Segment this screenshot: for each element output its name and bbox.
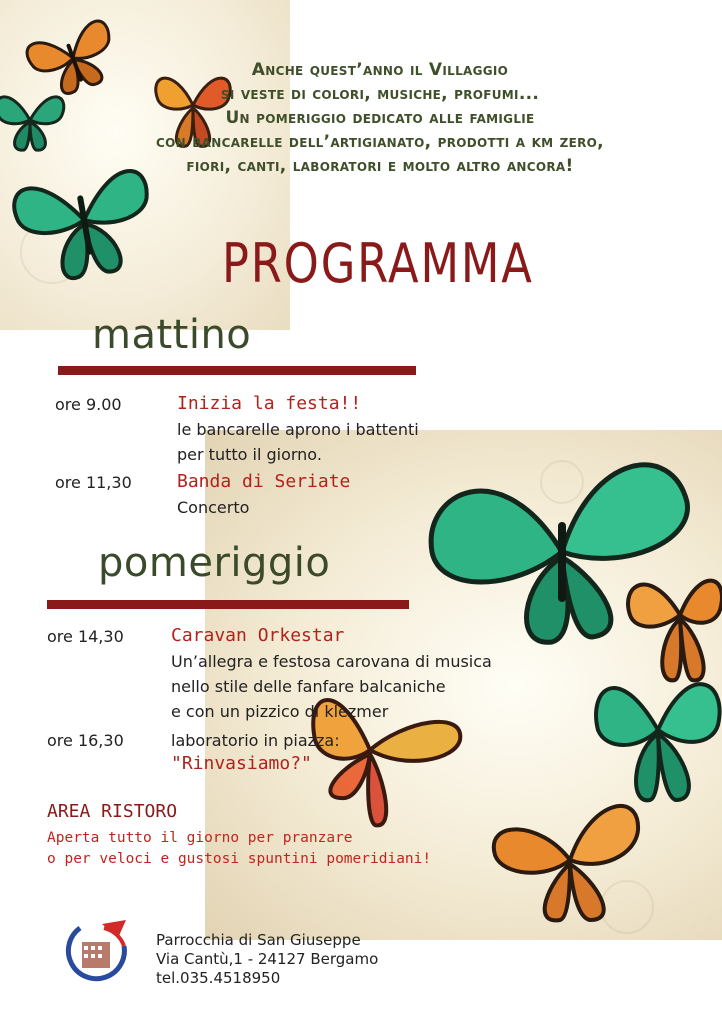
- event-description: per tutto il giorno.: [177, 445, 322, 464]
- afternoon-divider: [47, 600, 409, 609]
- morning-section-title: mattino: [92, 312, 252, 358]
- intro-line: con bancarelle dell’artigianato, prodotti a km zero,: [156, 132, 604, 152]
- event-title: Caravan Orkestar: [171, 625, 345, 646]
- intro-line: Un pomeriggio dedicato alle famiglie: [225, 108, 535, 128]
- parish-name: Parrocchia di San Giuseppe: [156, 931, 361, 949]
- parish-phone: tel.035.4518950: [156, 969, 281, 987]
- area-ristoro-line: Aperta tutto il giorno per pranzare: [47, 830, 353, 846]
- intro-text: [60, 58, 700, 178]
- programma-title: PROGRAMMA: [222, 232, 534, 295]
- intro-line: si veste di colori, musiche, profumi...: [220, 84, 540, 104]
- butterfly-orange-icon: [480, 780, 660, 930]
- morning-divider: [58, 366, 416, 375]
- event-time: ore 14,30: [47, 627, 124, 646]
- event-description: Concerto: [177, 498, 250, 517]
- intro-line: fiori, canti, laboratori e molto altro ancora!: [186, 156, 574, 176]
- event-description: nello stile delle fanfare balcaniche: [171, 677, 446, 696]
- event-time: ore 9.00: [55, 395, 122, 414]
- event-time: ore 11,30: [55, 473, 132, 492]
- event-title: Banda di Seriate: [177, 471, 351, 492]
- event-title: Inizia la festa!!: [177, 393, 362, 414]
- intro-line: Anche quest’anno il Villaggio: [251, 60, 509, 80]
- parish-address: Via Cantù,1 - 24127 Bergamo: [156, 950, 379, 968]
- parish-logo-icon: [60, 918, 132, 984]
- area-ristoro-title: AREA RISTORO: [47, 801, 178, 822]
- event-description: laboratorio in piazza:: [171, 731, 340, 750]
- event-description: Un’allegra e festosa carovana di musica: [171, 652, 492, 671]
- event-title: "Rinvasiamo?": [171, 753, 312, 774]
- event-description: e con un pizzico di klezmer: [171, 702, 389, 721]
- area-ristoro-line: o per veloci e gustosi spuntini pomeridiani!: [47, 851, 432, 867]
- event-description: le bancarelle aprono i battenti: [177, 420, 419, 439]
- event-time: ore 16,30: [47, 731, 124, 750]
- afternoon-section-title: pomeriggio: [98, 540, 331, 586]
